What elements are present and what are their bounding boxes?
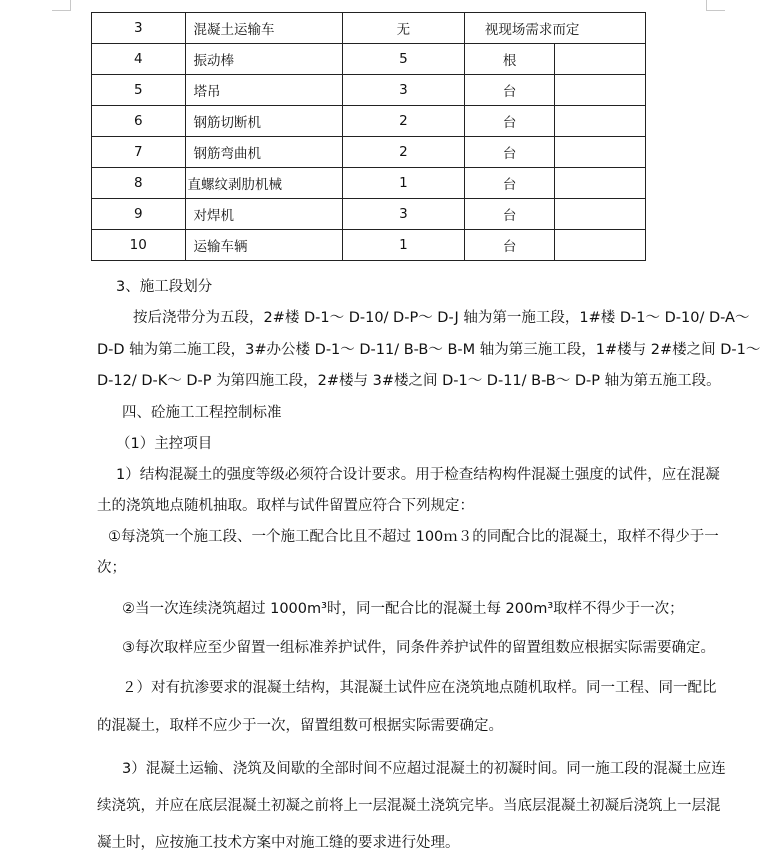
- section-3-heading: 3、施工段划分: [116, 279, 213, 295]
- equipment-quantity: 无: [342, 13, 464, 44]
- equipment-note: [555, 168, 646, 199]
- equipment-note: [555, 75, 646, 106]
- row-index: 8: [92, 168, 186, 199]
- equipment-quantity: 1: [342, 168, 464, 199]
- page-corner-mark-left: [52, 0, 71, 11]
- equipment-note: [555, 199, 646, 230]
- row-index: 3: [92, 13, 186, 44]
- item-3-line: 续浇筑，并应在底层混凝土初凝之前将上一层混凝土浇筑完毕。当底层混凝土初凝后浇筑上一层混: [97, 798, 721, 814]
- equipment-unit: 视现场需求而定: [464, 13, 645, 44]
- equipment-quantity: 3: [342, 199, 464, 230]
- table-row: [92, 230, 646, 261]
- item-1-line: 土的浇筑地点随机抽取。取样与试件留置应符合下列规定：: [97, 498, 474, 514]
- table-row: [92, 168, 646, 199]
- row-index: 6: [92, 106, 186, 137]
- equipment-note: [555, 106, 646, 137]
- equipment-quantity: 2: [342, 137, 464, 168]
- equipment-note: [555, 137, 646, 168]
- equipment-quantity: 5: [342, 44, 464, 75]
- item-2-line: ２）对有抗渗要求的混凝土结构，其混凝土试件应在浇筑地点随机取样。同一工程、同一配比: [122, 680, 717, 696]
- row-index: 5: [92, 75, 186, 106]
- table-row: [92, 106, 646, 137]
- page-corner-mark-right: [706, 0, 725, 11]
- rule-1-line: 次；: [97, 560, 126, 576]
- equipment-name: 对焊机: [193, 208, 235, 224]
- equipment-table: [91, 12, 646, 261]
- main-control-items-heading: （1）主控项目: [116, 436, 213, 452]
- section-3-paragraph-line: D-12/ D-K～ D-P 为第四施工段，2#楼与 3#楼之间 D-1～ D-11/ B-B～ D-P 轴为第五施工段。: [97, 373, 721, 389]
- section-3-paragraph-line: D-D 轴为第二施工段，3#办公楼 D-1～ D-11/ B-B～ B-M 轴为第三施工段，1#楼与 2#楼之间 D-1～: [97, 342, 761, 358]
- rule-1-line: ①每浇筑一个施工段、一个施工配合比且不超过 100ｍ３的同配合比的混凝土，取样不得少于一: [108, 529, 719, 545]
- equipment-name: 振动棒: [193, 53, 235, 69]
- equipment-unit: 台: [464, 106, 555, 137]
- table-row: [92, 75, 646, 106]
- item-3-line: 凝土时，应按施工技术方案中对施工缝的要求进行处理。: [97, 835, 460, 851]
- equipment-name: 钢筋弯曲机: [193, 146, 262, 162]
- equipment-note: [555, 230, 646, 261]
- equipment-name: 钢筋切断机: [193, 115, 262, 131]
- equipment-name: 直螺纹剥肋机械: [187, 177, 283, 193]
- table-row: [92, 44, 646, 75]
- row-index: 10: [92, 230, 186, 261]
- equipment-unit: 根: [464, 44, 555, 75]
- equipment-table-body: [92, 13, 646, 261]
- row-index: 4: [92, 44, 186, 75]
- equipment-quantity: 3: [342, 75, 464, 106]
- equipment-unit: 台: [464, 168, 555, 199]
- rule-3: ③每次取样应至少留置一组标准养护试件，同条件养护试件的留置组数应根据实际需要确定。: [122, 640, 715, 656]
- equipment-name: 塔吊: [193, 84, 221, 100]
- equipment-quantity: 2: [342, 106, 464, 137]
- equipment-unit: 台: [464, 137, 555, 168]
- equipment-unit: 台: [464, 230, 555, 261]
- table-row: [92, 137, 646, 168]
- section-3-paragraph-line: 按后浇带分为五段，2#楼 D-1～ D-10/ D-P～ D-J 轴为第一施工段，1#楼 D-1～ D-10/ D-A～: [133, 310, 750, 326]
- table-row: [92, 199, 646, 230]
- equipment-quantity: 1: [342, 230, 464, 261]
- section-4-heading: 四、砼施工工程控制标准: [122, 405, 282, 421]
- rule-2: ②当一次连续浇筑超过 1000m³时，同一配合比的混凝土每 200m³取样不得少于一次；: [122, 601, 684, 617]
- equipment-name: 运输车辆: [193, 239, 248, 255]
- item-2-line: 的混凝土，取样不应少于一次，留置组数可根据实际需要确定。: [97, 718, 503, 734]
- item-1-line: 1）结构混凝土的强度等级必须符合设计要求。用于检查结构构件混凝土强度的试件，应在混凝: [116, 467, 720, 483]
- equipment-note: [555, 44, 646, 75]
- row-index: 9: [92, 199, 186, 230]
- row-index: 7: [92, 137, 186, 168]
- equipment-unit: 台: [464, 199, 555, 230]
- equipment-unit: 台: [464, 75, 555, 106]
- item-3-line: 3）混凝土运输、浇筑及间歇的全部时间不应超过混凝土的初凝时间。同一施工段的混凝土应连: [122, 761, 726, 777]
- equipment-name: 混凝土运输车: [193, 22, 275, 38]
- table-row: [92, 13, 646, 44]
